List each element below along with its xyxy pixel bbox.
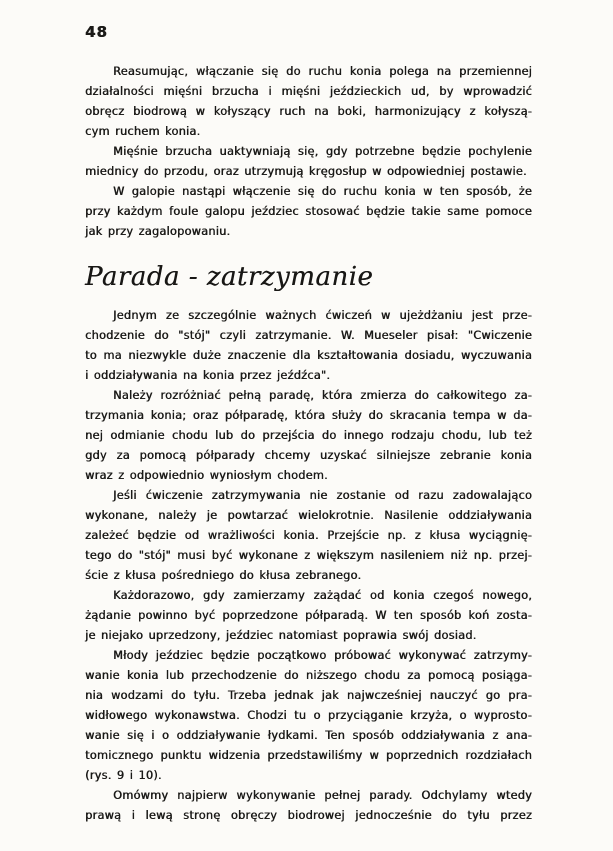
- text-line: Reasumując, włączanie się do ruchu konia polega na przemiennej: [113, 65, 532, 78]
- text-line: wykonane, należy je powtarzać wielokrotnie. Nasilenie oddziaływania: [85, 509, 532, 522]
- text-line: wanie się i o oddziaływanie łydkami. Ten sposób oddziaływania z ana-: [85, 729, 532, 742]
- text-line: nej odmianie chodu lub do przejścia do innego rodzaju chodu, lub też: [85, 429, 532, 442]
- paragraph: [85, 586, 532, 646]
- text-line: Mięśnie brzucha uaktywniają się, gdy potrzebne będzie pochylenie: [113, 145, 532, 158]
- page-text: [85, 62, 532, 826]
- body-paragraphs: [85, 306, 532, 826]
- text-line: Jednym ze szczególnie ważnych ćwiczeń w ujeżdżaniu jest prze-: [113, 309, 532, 322]
- paragraph: [85, 486, 532, 586]
- text-line: żądanie powinno być poprzedzone półparadą. W ten sposób koń zosta-: [85, 609, 532, 622]
- text-line: działalności mięśni brzucha i mięśni jeździeckich ud, by wprowadzić: [85, 85, 532, 98]
- text-line: nia wodzami do tyłu. Trzeba jednak jak najwcześniej nauczyć go pra-: [85, 689, 532, 702]
- text-line: wraz z odpowiednio wyniosłym chodem.: [85, 469, 328, 482]
- paragraph: [85, 182, 532, 242]
- text-line: ście z kłusa pośredniego do kłusa zebranego.: [85, 569, 362, 582]
- text-line: miednicy do przodu, oraz utrzymują kręgosłup w odpowiedniej postawie.: [85, 165, 527, 178]
- text-line: je niejako uprzedzony, jeździec natomiast poprawia swój dosiad.: [85, 629, 477, 642]
- text-line: trzymania konia; oraz półparadę, która służy do skracania tempa w da-: [85, 409, 532, 422]
- text-line: przy każdym foule galopu jeździec stosować będzie takie same pomoce: [85, 205, 532, 218]
- text-line: jak przy zagalopowaniu.: [85, 225, 231, 238]
- text-line: gdy za pomocą półparady chcemy uzyskać silniejsze zebranie konia: [85, 449, 532, 462]
- text-line: Młody jeździec będzie początkowo próbować wykonywać zatrzymy-: [113, 649, 532, 662]
- text-line: prawą i lewą stronę obręczy biodrowej jednocześnie do tyłu przez: [85, 809, 532, 822]
- text-line: cym ruchem konia.: [85, 125, 201, 138]
- text-line: Omówmy najpierw wykonywanie pełnej parady. Odchylamy wtedy: [113, 789, 532, 802]
- text-line: W galopie nastąpi włączenie się do ruchu konia w ten sposób, że: [113, 185, 532, 198]
- intro-paragraphs: [85, 62, 532, 242]
- text-line: to ma niezwykle duże znaczenie dla kształtowania dosiadu, wyczuwania: [85, 349, 532, 362]
- paragraph: [85, 786, 532, 826]
- text-line: i oddziaływania na konia przez jeźdźca".: [85, 369, 331, 382]
- text-line: tego do "stój" musi być wykonane z większym nasileniem niż np. przej-: [85, 549, 532, 562]
- paragraph: [85, 142, 532, 182]
- text-line: wanie konia lub przechodzenie do niższego chodu za pomocą posiąga-: [85, 669, 532, 682]
- paragraph: [85, 62, 532, 142]
- paragraph: [85, 386, 532, 486]
- page-number: 48: [85, 23, 108, 41]
- section-heading: Parada - zatrzymanie: [85, 262, 374, 292]
- text-line: Należy rozróżniać pełną paradę, która zmierza do całkowitego za-: [113, 389, 532, 402]
- paragraph: [85, 646, 532, 786]
- text-line: Jeśli ćwiczenie zatrzymywania nie zostanie od razu zadowalająco: [113, 489, 532, 502]
- text-line: tomicznego punktu widzenia przedstawiliśmy w poprzednich rozdziałach: [85, 749, 532, 762]
- text-line: widłowego wykonawstwa. Chodzi tu o przyciąganie krzyża, o wyprosto-: [85, 709, 532, 722]
- text-line: Każdorazowo, gdy zamierzamy zażądać od konia czegoś nowego,: [113, 589, 532, 602]
- text-line: (rys. 9 i 10).: [85, 769, 162, 782]
- text-line: zależeć będzie od wrażliwości konia. Przejście np. z kłusa wyciągnię-: [85, 529, 532, 542]
- text-line: chodzenie do "stój" czyli zatrzymanie. W. Mueseler pisał: "Cwiczenie: [85, 329, 532, 342]
- paragraph: [85, 306, 532, 386]
- text-line: obręcz biodrową w kołyszący ruch na boki, harmonizujący z kołyszą-: [85, 105, 532, 118]
